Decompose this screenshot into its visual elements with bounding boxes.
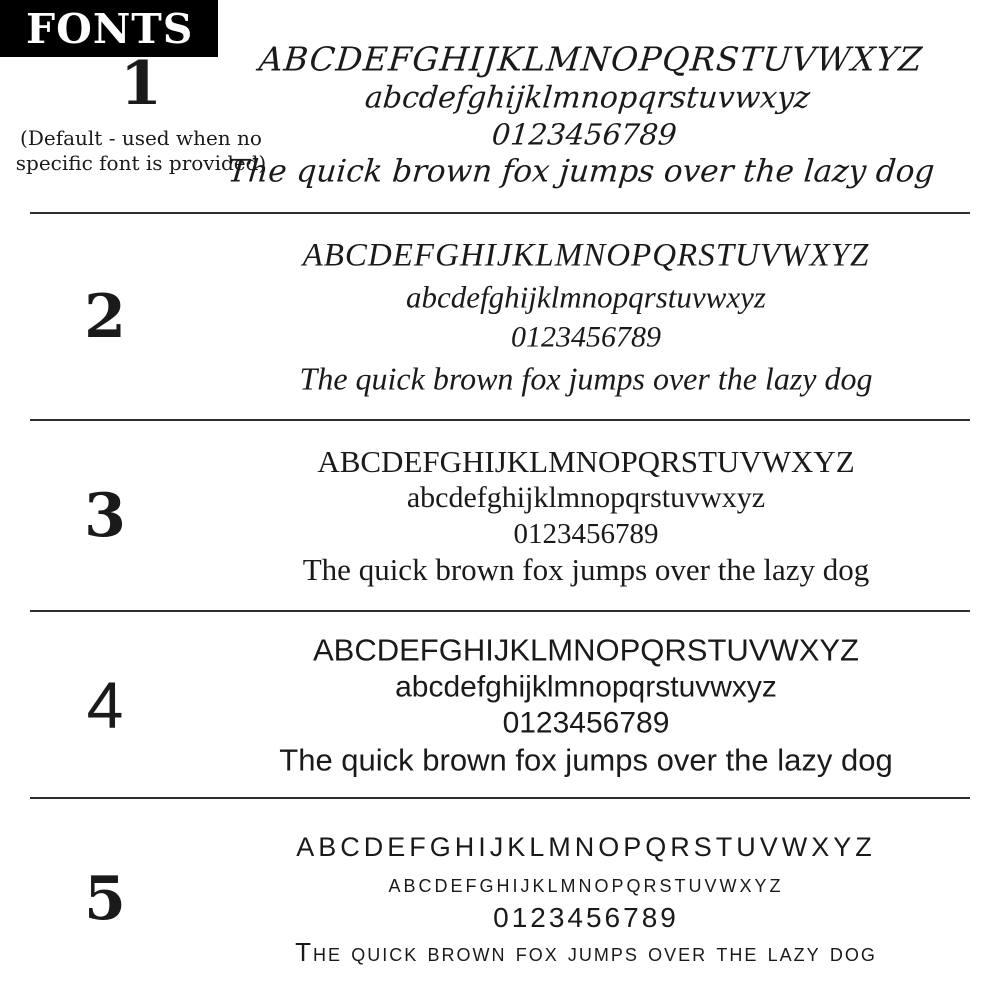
uppercase-alphabet: ABCDEFGHIJKLMNOPQRSTUVWXYZ bbox=[296, 832, 876, 862]
font-number: 2 bbox=[84, 281, 126, 352]
lowercase-alphabet: abcdefghijklmnopqrstuvwxyz bbox=[406, 279, 766, 314]
font-section-5 bbox=[0, 798, 1000, 1000]
pangram-line: The quick brown fox jumps over the lazy dog bbox=[279, 742, 893, 777]
lowercase-alphabet: abcdefghijklmnopqrstuvwxyz bbox=[388, 868, 784, 898]
pangram-line: The quick brown fox jumps over the lazy dog bbox=[299, 360, 873, 396]
pangram-line: The quick brown fox jumps over the lazy dog bbox=[295, 937, 877, 967]
uppercase-alphabet: ABCDEFGHIJKLMNOPQRSTUVWXYZ bbox=[302, 237, 870, 273]
font-section-3 bbox=[0, 420, 1000, 611]
font-number: 5 bbox=[84, 864, 126, 934]
font-2-samples bbox=[172, 234, 1000, 399]
font-number: 3 bbox=[84, 480, 126, 551]
lowercase-alphabet: abcdefghijklmnopqrstuvwxyz bbox=[395, 670, 777, 703]
default-font-note: (Default - used when no specific font is provided) bbox=[15, 126, 267, 175]
lowercase-alphabet: abcdefghijklmnopqrstuvwxyz bbox=[406, 480, 766, 514]
font-section-1 bbox=[0, 0, 1000, 213]
uppercase-alphabet: ABCDEFGHIJKLMNOPQRSTUVWXYZ bbox=[313, 632, 859, 667]
digits-line: 0123456789 bbox=[502, 706, 670, 739]
font-1-samples bbox=[165, 40, 1000, 191]
digits-line: 0123456789 bbox=[513, 517, 659, 550]
font-section-2 bbox=[0, 213, 1000, 420]
font-number: 1 bbox=[120, 49, 162, 119]
font-4-samples bbox=[172, 631, 1000, 778]
font-number: 4 bbox=[86, 667, 124, 742]
digits-line: 0123456789 bbox=[493, 902, 679, 933]
pangram-line: The quick brown fox jumps over the lazy dog bbox=[302, 551, 870, 587]
digits-line: 0123456789 bbox=[490, 117, 679, 152]
pangram-line: The quick brown fox jumps over the lazy dog bbox=[226, 153, 936, 190]
uppercase-alphabet: ABCDEFGHIJKLMNOPQRSTUVWXYZ bbox=[317, 443, 855, 479]
lowercase-alphabet: abcdefghijklmnopqrstuvwxyz bbox=[363, 80, 812, 116]
digits-line: 0123456789 bbox=[511, 320, 661, 353]
uppercase-alphabet: ABCDEFGHIJKLMNOPQRSTUVWXYZ bbox=[257, 39, 925, 79]
font-3-samples bbox=[172, 444, 1000, 588]
page-title: FONTS bbox=[26, 4, 194, 53]
font-5-samples bbox=[172, 829, 1000, 969]
font-section-4 bbox=[0, 611, 1000, 798]
